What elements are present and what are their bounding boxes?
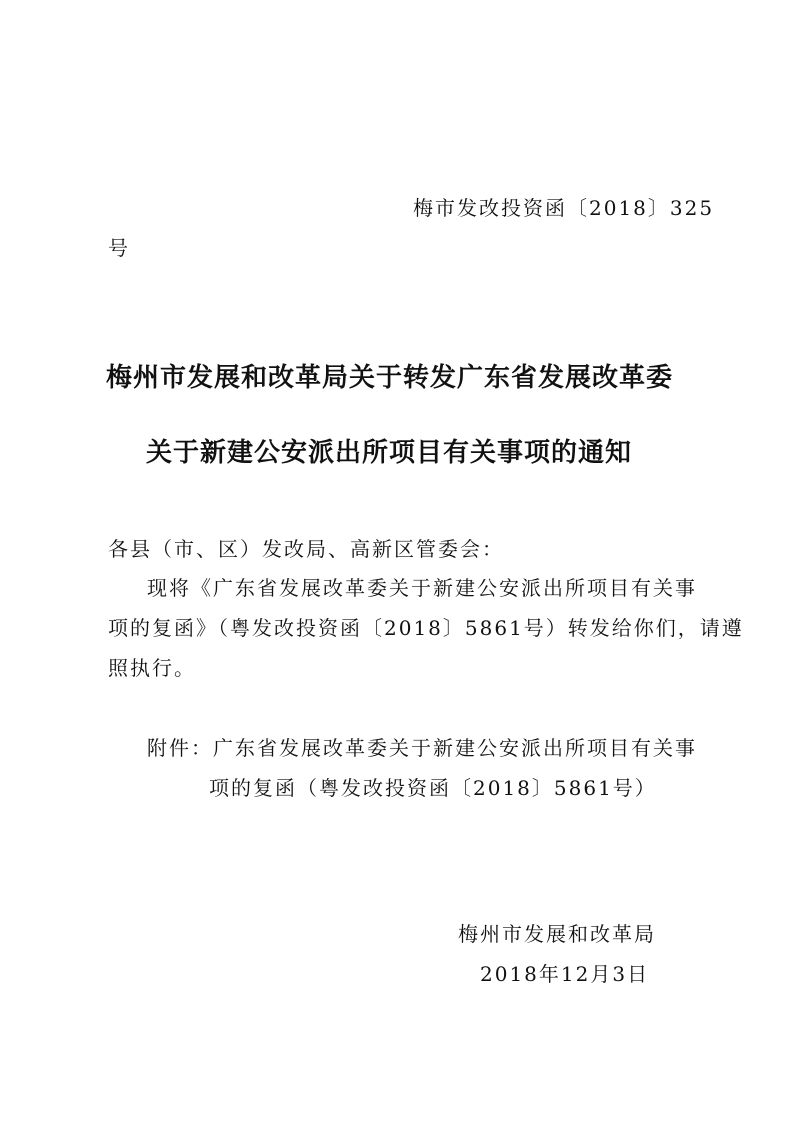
- body-paragraph-line-3: 照执行。: [108, 656, 196, 680]
- document-title-line-2: 关于新建公安派出所项目有关事项的通知: [146, 438, 633, 468]
- document-number: 梅市发改投资函〔2018〕325: [413, 196, 715, 220]
- issue-date: 2018年12月3日: [480, 962, 650, 986]
- attachment-line-2: 项的复函（粤发改投资函〔2018〕5861号）: [209, 776, 657, 800]
- body-paragraph-line-2: 项的复函》（粤发改投资函〔2018〕5861号）转发给你们，请遵: [108, 616, 744, 640]
- attachment-line-1: 附件：广东省发展改革委关于新建公安派出所项目有关事: [147, 736, 697, 760]
- issuer-name: 梅州市发展和改革局: [458, 922, 656, 946]
- document-number-suffix: 号: [108, 236, 130, 260]
- body-paragraph-line-1: 现将《广东省发展改革委关于新建公安派出所项目有关事: [147, 576, 697, 600]
- document-title-line-1: 梅州市发展和改革局关于转发广东省发展改革委: [106, 363, 674, 393]
- recipients: 各县（市、区）发改局、高新区管委会：: [108, 537, 504, 561]
